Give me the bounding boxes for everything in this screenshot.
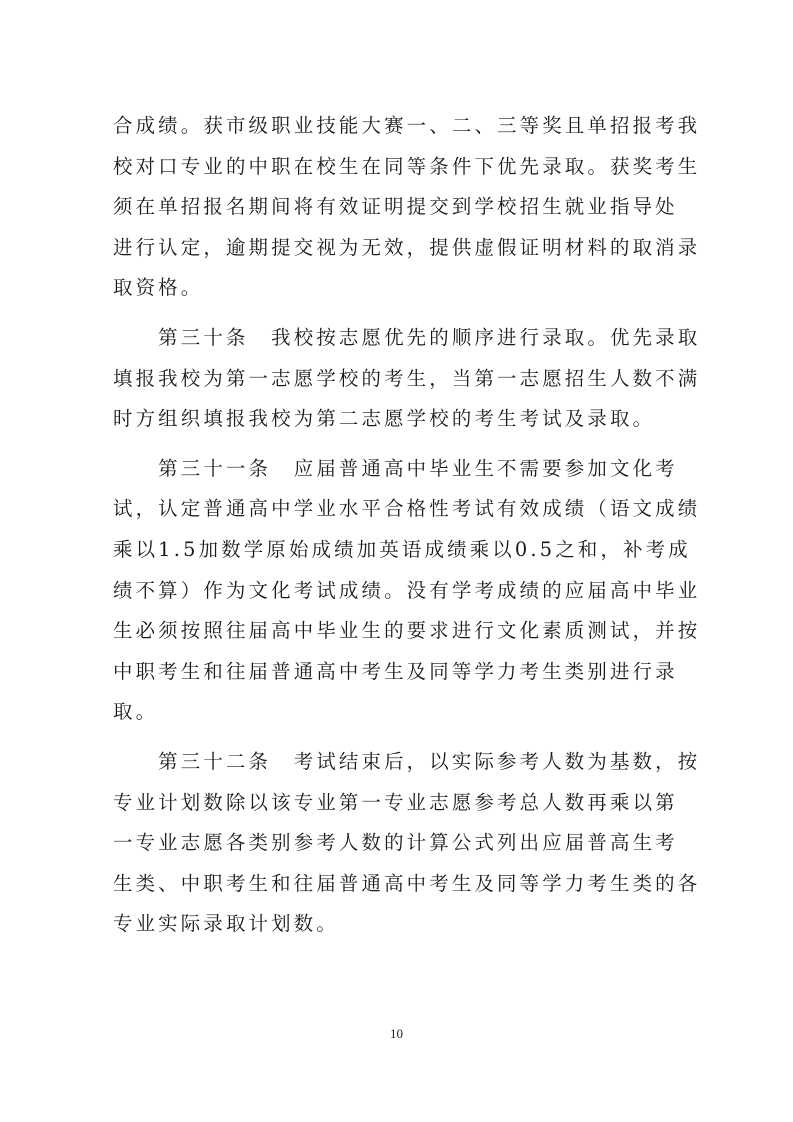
paragraph-article-32 <box>113 742 701 945</box>
text-line: 须在单招报名期间将有效证明提交到学校招生就业指导处 <box>113 195 678 219</box>
body-text <box>113 106 701 945</box>
page-number: 10 <box>390 1026 403 1041</box>
text-line: 填报我校为第一志愿学校的考生，当第一志愿招生人数不满 <box>113 366 701 390</box>
text-line: 第三十条 我校按志愿优先的顺序进行录取。优先录取 <box>113 325 701 349</box>
text-line: 生必须按照往届高中毕业生的要求进行文化素质测试，并按 <box>113 619 701 643</box>
text-line: 试，认定普通高中学业水平合格性考试有效成绩（语文成绩 <box>113 497 701 521</box>
text-line: 专业计划数除以该专业第一专业志愿参考总人数再乘以第 <box>113 790 678 814</box>
text-line: 专业实际录取计划数。 <box>113 912 339 936</box>
text-line: 生类、中职考生和往届普通高中考生及同等学力考生类的各 <box>113 871 701 895</box>
text-line: 中职考生和往届普通高中考生及同等学力考生类别进行录 <box>113 659 678 683</box>
text-line: 取。 <box>113 700 159 724</box>
text-line: 取资格。 <box>113 276 204 300</box>
text-line: 合成绩。获市级职业技能大赛一、二、三等奖且单招报考我 <box>113 114 701 137</box>
text-line: 进行认定，逾期提交视为无效，提供虚假证明材料的取消录 <box>113 235 701 259</box>
text-line: 校对口专业的中职在校生在同等条件下优先录取。获奖考生 <box>113 154 701 178</box>
paragraph-spacer <box>113 733 688 742</box>
text-line: 乘以1.5加数学原始成绩加英语成绩乘以0.5之和，补考成 <box>113 537 691 561</box>
paragraph-article-30 <box>113 318 701 440</box>
paragraph <box>113 106 701 309</box>
text-line: 一专业志愿各类别参考人数的计算公式列出应届普高生考 <box>113 831 678 855</box>
paragraph-spacer <box>113 440 688 449</box>
text-line: 第三十二条 考试结束后，以实际参考人数为基数，按 <box>113 749 701 773</box>
paragraph-article-31 <box>113 449 701 733</box>
paragraph-spacer <box>113 309 688 318</box>
text-line: 第三十一条 应届普通高中毕业生不需要参加文化考 <box>113 456 678 480</box>
text-line: 绩不算）作为文化考试成绩。没有学考成绩的应届高中毕业 <box>113 578 701 602</box>
text-line: 时方组织填报我校为第二志愿学校的考生考试及录取。 <box>113 407 656 431</box>
